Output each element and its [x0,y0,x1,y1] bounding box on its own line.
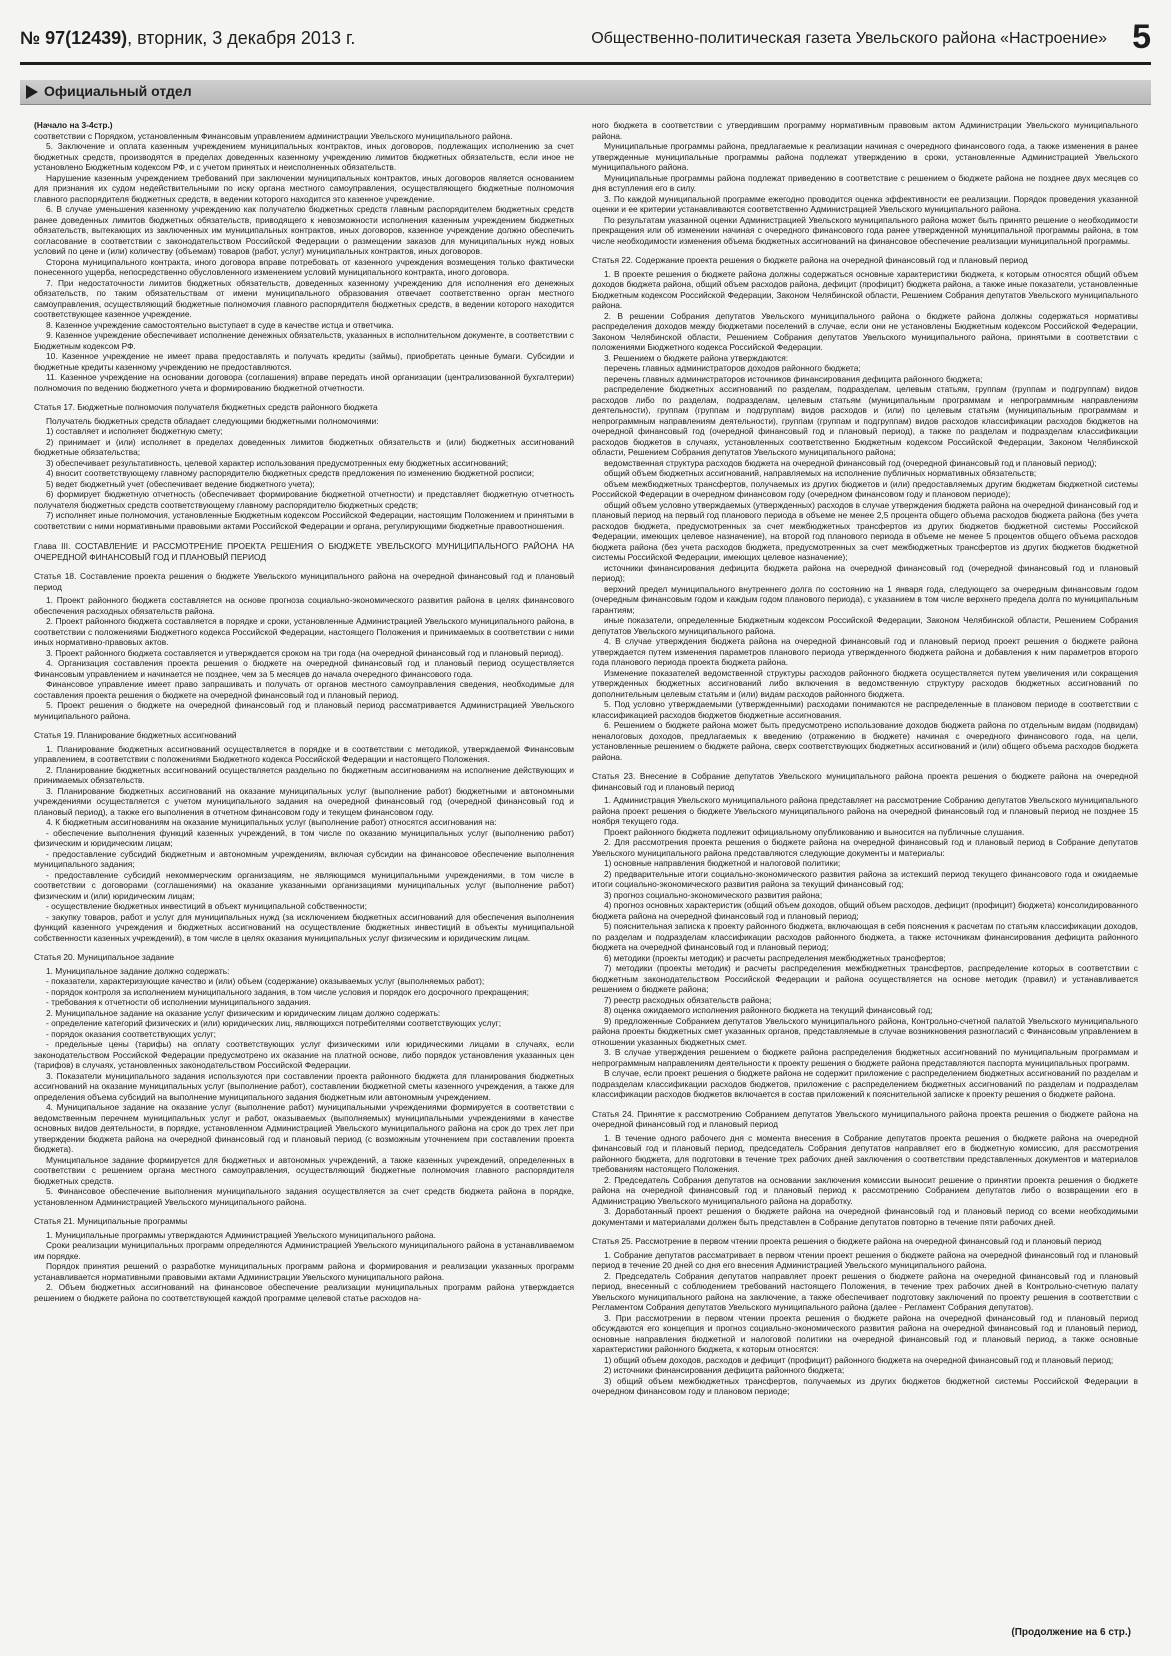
paragraph: - обеспечение выполнения функций казенных учреждений, в том числе по оказанию муниципальных услуг (выполнению работ) физическим и юридическим лицам; [34,827,574,848]
paragraph: 2) принимает и (или) исполняет в пределах доведенных лимитов бюджетных обязательств и (или) бюджетных ассигнований бюджетные обязательства; [34,436,574,457]
paragraph: 2. Планирование бюджетных ассигнований осуществляется раздельно по бюджетным ассигнованиям на исполнение действующих и принимаемых обязательств. [34,764,574,785]
paragraph: Проект районного бюджета подлежит официальному опубликованию и выносится на публичные слушания. [604,826,1025,837]
paragraph: 5. Финансовое обеспечение выполнения муниципального задания осуществляется за счет средств бюджета района в порядке, установленном Администрацией Увельского муниципального района. [34,1186,574,1207]
paragraph: 10. Казенное учреждение не имеет права предоставлять и получать кредиты (займы), приобретать ценные бумаги. Субсидии и бюджетные кредиты казенному учреждению не предоставляются. [34,351,574,372]
article-heading: Статья 25. Рассмотрение в первом чтении проекта решения о бюджете района на очередной финансовый год и плановый период [592,1236,1102,1246]
paragraph: 3. Показатели муниципального задания используются при составлении проекта районного бюджета для планирования бюджетных ассигнований на оказание муниципальных услуг (выполнение работ), составлении бюджетной сметы казенного учреждения, а также для определения объема субсидий на выполнение муниципального задания бюджетным или автономным учреждением. [34,1070,574,1102]
paragraph: 9. Казенное учреждение обеспечивает исполнение денежных обязательств, указанных в исполнительном документе, в соответствии с Бюджетным кодексом РФ. [34,330,574,351]
issue-number: № 97(12439) [20,28,128,48]
paragraph: 7. При недостаточности лимитов бюджетных обязательств, доведенных казенному учреждению для исполнения его денежных обязательств, по таким обязательствам от имени муниципального образования отвечает соответственно орган местного самоуправления, осуществляющий бюджетные полномочия главного распорядителя бюджетных средств, в ведении которого находится соответствующее казенное учреждение. [34,277,574,319]
arrow-icon [26,85,38,99]
paragraph: 5. Под условно утверждаемыми (утвержденными) расходами понимаются не распределенные в плановом периоде в соответствии с классификацией расходов бюджетов бюджетные ассигнования. [592,699,1138,720]
paragraph: перечень главных администраторов доходов районного бюджета; [604,363,861,373]
section-banner [20,80,1151,105]
paragraph: По результатам указанной оценки Администрацией Увельского муниципального района может быть принято решение о необходимости прекращения или об изменении начиная с очередного финансового года ранее утвержденной муниципальной программы района, в том числе необходимости изменения объема бюджетных ассигнований на финансовое обеспечение реализации муниципальной программы. [592,214,1138,246]
paragraph: иные показатели, определенные Бюджетным кодексом Российской Федерации, Законом Челябинской области, Решением Собрания депутатов Увельского муниципального района. [592,615,1138,636]
paragraph: 4) прогноз основных характеристик (общий объем доходов, общий объем расходов, дефицит (профицит) бюджета) консолидированного бюджета района на очередной финансовый год и плановый период; [592,900,1138,921]
paragraph: 8) оценка ожидаемого исполнения районного бюджета на текущий финансовый год; [604,1005,933,1015]
paragraph: Сторона муниципального контракта, иного договора вправе потребовать от казенного учреждения возмещения только фактически понесенного ущерба, непосредственно обусловленного изменением условий муниципального контракта, иного договора. [34,256,574,277]
paragraph: 5) ведет бюджетный учет (обеспечивает ведение бюджетного учета); [46,478,315,489]
article-heading: Статья 17. Бюджетные полномочия получателя бюджетных средств районного бюджета [34,402,378,412]
paragraph: ного бюджета в соответствии с утвердившим программу нормативным правовым актом Администрации Увельского муниципального района. [592,120,1138,141]
paragraph: 7) реестр расходных обязательств района; [604,994,772,1005]
paragraph: 5) пояснительная записка к проекту районного бюджета, включающая в себя пояснения к расчетам по статьям классификации доходов, по разделам и подразделам классификации расходов районного бюджета, а также источникам финансирования дефицита районного бюджета на очередной финансовый год и плановый период; [592,921,1138,952]
paragraph: 2. Для рассмотрения проекта решения о бюджете района на очередной финансовый год и плановый период в Собрание депутатов Увельского муниципального района представляются следующие документы и материалы: [592,837,1138,858]
paragraph: 4) вносит соответствующему главному распорядителю бюджетных средств предложения по изменению бюджетной росписи; [46,468,535,478]
paragraph: общий объем условно утверждаемых (утвержденных) расходов в случае утверждения бюджета района на очередной финансовый год и плановый период на первый год планового периода в объеме не менее 2,5 процента общего объема расходов бюджета района (без учета расходов бюджета, предусмотренных за счет межбюджетных трансфертов из других бюджетов бюджетной системы Российской Федерации, имеющих целевое назначение), на второй год планового периода в объеме не менее 5 процентов общего объема расходов бюджета района (без учета расходов бюджета, предусмотренных за счет межбюджетных трансфертов из других бюджетов бюджетной системы Российской Федерации, имеющих целевое назначение); [592,499,1138,562]
article-heading: Статья 21. Муниципальные программы [34,1216,188,1226]
paragraph: 1) общий объем доходов, расходов и дефицит (профицит) районного бюджета на очередной финансовый год и плановый период; [604,1354,1114,1365]
paragraph: - порядок контроля за исполнением муниципального задания, в том числе условия и порядок его досрочного прекращения; [46,986,529,997]
paragraph: 1. Муниципальное задание должно содержать: [46,965,230,976]
paragraph: соответствии с Порядком, установленным Финансовым управлением администрации Увельского муниципального района. [34,130,513,141]
paragraph: 5. Заключение и оплата казенным учреждением муниципальных контрактов, иных договоров, подлежащих исполнению за счет бюджетных средств, производятся в пределах доведенных казенному учреждению лимитов бюджетных обязательств, если иное не установлено Бюджетным кодексом РФ, и с учетом принятых и неисполненных обязательств. [34,141,574,172]
section-title: Официальный отдел [44,83,192,99]
paragraph: 3. Решением о бюджете района утверждаются: [604,352,789,363]
continuation-note: (Начало на 3-4стр.) [34,120,113,130]
paragraph: 3. Проект районного бюджета составляется и утверждается сроком на три года (на очередной финансовый год и плановый период). [46,647,564,658]
paragraph: Нарушение казенным учреждением требований при заключении муниципальных контрактов, иных договоров является основанием для признания их судом недействительными по иску органа местного самоуправления, осуществляющего бюджетные полномочия главного распорядителя бюджетных средств, в ведении которого находится это казенное учреждение. [34,172,574,204]
paragraph: 1. Муниципальные программы утверждаются Администрацией Увельского муниципального района. [46,1229,436,1240]
paragraph: 2. В решении Собрания депутатов Увельского муниципального района о бюджете района должны содержаться нормативы распределения доходов между бюджетами поселений в случае, если они не установлены Бюджетным кодексом Российской Федерации, Законом Челябинской области, Решением Собрания депутатов Увельского муниципального района, принятыми в соответствии с положениями Бюджетного кодекса Российской Федерации. [592,310,1138,352]
paragraph: 7) исполняет иные полномочия, установленные Бюджетным кодексом Российской Федерации, настоящим Положением и принятыми в соответствии с ними нормативными правовыми актами Российской Федерации и органа, регулирующими бюджетные правоотношения. [34,510,574,531]
paragraph: 2. Муниципальное задание на оказание услуг физическим и юридическим лицам должно содержать: [46,1007,441,1018]
paragraph: 3. По каждой муниципальной программе ежегодно проводится оценка эффективности ее реализации. Порядок проведения указанной оценки и ее критерии устанавливаются соответственно Администрацией Увельского муниципального района. [592,193,1138,214]
paragraph: общий объем бюджетных ассигнований, направляемых на исполнение публичных нормативных обязательств; [604,468,1037,478]
right-column [592,120,1138,1614]
paragraph: 2. Проект районного бюджета составляется в порядке и сроки, установленные Администрацией Увельского муниципального района, в соответствии с положениями Бюджетного кодекса Российской Федерации, настоящего Положения и принимаемых в соответствии с ними иных нормативно-правовых актов. [34,616,574,647]
paragraph: - предельные цены (тарифы) на оплату соответствующих услуг физическими или юридическими лицами в случаях, если законодательством Российской Федерации предусмотрено их оказание на платной основе, либо порядок установления указанных цен (тарифов) в случаях, установленных законодательством Российской Федерации. [34,1039,574,1070]
paragraph: распределение бюджетных ассигнований по разделам, подразделам, целевым статьям, группам (группам и подгруппам) видов расходов либо по разделам, подразделам, целевым статьям (муниципальным программам и непрограммным направлениям деятельности), группам (группам и подгруппам) видов расходов и (или) по целевым статьям (муниципальным программам и непрограммным направлениям деятельности), группам (группам и подгруппам) видов расходов классификации расходов бюджетов на очередной финансовый год (очередной финансовый год и плановый период), а также по разделам и подразделам классификации расходов бюджетов в случаях, установленных соответственно Бюджетным кодексом Российской Федерации, Законом Челябинской области, Решением Собрания депутатов Увельского муниципального района; [592,384,1138,457]
masthead [20,18,1151,65]
issue-date: , вторник, 3 декабря 2013 г. [127,28,356,48]
paragraph: Муниципальные программы района, предлагаемые к реализации начиная с очередного финансового года, а также изменения в ранее утвержденные муниципальные программы района подлежат утверждению в сроки, установленные Администрацией Увельского муниципального района. [592,141,1138,172]
paragraph: 1. Планирование бюджетных ассигнований осуществляется в порядке и в соответствии с методикой, утверждаемой Финансовым управлением, в соответствии с положениями Бюджетного кодекса Российской Федерации и настоящего Положения. [34,743,574,764]
paragraph: 3) прогноз социально-экономического развития района; [604,889,823,900]
paragraph: В случае, если проект решения о бюджете района не содержит приложение с распределением бюджетных ассигнований по разделам и подразделам классификации расходов бюджетов, приложение с распределением бюджетных ассигнований по разделам и подразделам классификации расходов бюджетов включается в состав приложений к пояснительной записке к проекту решения о бюджете района. [592,1068,1138,1099]
paragraph: Финансовое управление имеет право запрашивать и получать от органов местного самоуправления сведения, необходимые для составления проекта решения о бюджете на очередной финансовый год и плановый период. [34,679,574,700]
paragraph: Сроки реализации муниципальных программ определяются Администрацией Увельского муниципального района в устанавливаемом им порядке. [34,1240,574,1261]
paragraph: 3. В случае утверждения решением о бюджете района распределения бюджетных ассигнований по муниципальным программам и непрограммным направлениям деятельности к проекту решения о бюджете района представляются паспорта муниципальных программ. [592,1047,1138,1068]
paragraph: 4. Муниципальное задание на оказание услуг (выполнение работ) муниципальными учреждениями формируется в соответствии с ведомственным перечнем муниципальных услуг и работ, оказываемых (выполняемых) муниципальными учреждениями в качестве основных видов деятельности, в порядке, установленном Администрацией Увельского муниципального района на срок до трех лет при утверждении бюджета района на очередной финансовый год и плановый период (с возможным уточнением при составлении проекта бюджета). [34,1102,574,1154]
paragraph: 6. В случае уменьшения казенному учреждению как получателю бюджетных средств главным распорядителем бюджетных средств ранее доведенных лимитов бюджетных обязательств, приводящего к невозможности исполнения казенным учреждением бюджетных обязательств, вытекающих из заключенных им муниципальных контрактов, иных договоров, казенное учреждение должно обеспечить согласование в соответствии с законодательством Российской Федерации о размещении заказов для муниципальных нужд новых условий по цене и (или) количеству (объемам) товаров (работ, услуг) муниципальных контрактов, иных договоров. [34,204,574,256]
article-heading: Статья 24. Принятие к рассмотрению Собранием депутатов Увельского муниципального района проекта решения о бюджете района на очередной финансовый год и плановый период [592,1108,1138,1129]
paragraph: Изменение показателей ведомственной структуры расходов районного бюджета осуществляется путем увеличения или сокращения утвержденных бюджетных ассигнований либо включения в ведомственную структуру расходов бюджетных ассигнований по дополнительным целевым статьям и (или) видам расходов районного бюджета. [592,667,1138,699]
paragraph: Порядок принятия решений о разработке муниципальных программ района и формирования и реализации указанных программ устанавливается нормативными правовыми актами Администрации Увельского муниципального района. [34,1261,574,1282]
continued-note: (Продолжение на 6 стр.) [1011,1627,1131,1638]
paragraph: 6) методики (проекты методик) и расчеты распределения межбюджетных трансфертов; [604,952,946,963]
paragraph: 5. Проект решения о бюджете на очередной финансовый год и плановый период рассматривается Администрацией Увельского муниципального района. [34,700,574,721]
newspaper-title: Общественно-политическая газета Увельского района «Настроение» [591,30,1107,47]
article-heading: Статья 23. Внесение в Собрание депутатов Увельского муниципального района проекта решения о бюджете района на очередной финансовый год и плановый период [592,771,1138,792]
paragraph: - осуществление бюджетных инвестиций в объект муниципальной собственности; [46,901,367,911]
article-heading: Статья 18. Составление проекта решения о бюджете Увельского муниципального района на очередной финансовый год и плановый период [34,571,574,592]
paragraph: 1) основные направления бюджетной и налоговой политики; [604,858,841,868]
paragraph: 2. Объем бюджетных ассигнований на финансовое обеспечение реализации муниципальных программ района утверждается решением о бюджете района по соответствующей каждой программе целевой статье расходов на- [34,1282,574,1303]
paragraph: источники финансирования дефицита бюджета района на очередной финансовый год (очередной финансовый год и плановый период); [592,562,1138,583]
paragraph: 1. Проект районного бюджета составляется на основе прогноза социально-экономического развития района в целях финансового обеспечения расходных обязательств района. [34,595,574,616]
paragraph: 1. Собрание депутатов рассматривает в первом чтении проект решения о бюджете района на очередной финансовый год и плановый период в течение 20 дней со дня его внесения Администрацией Увельского муниципального района. [592,1249,1138,1270]
paragraph: 7) методики (проекты методик) и расчеты распределения межбюджетных трансфертов, распределение которых в соответствии с бюджетным законодательством Российской Федерации и района осуществляется на основе методик (правил) и устанавливается решением о бюджете района; [592,963,1138,994]
paragraph: 2) источники финансирования дефицита районного бюджета; [604,1365,845,1375]
paragraph: 2. Председатель Собрания депутатов направляет проект решения о бюджете района на очередной финансовый год и плановый период, внесенный с соблюдением требований настоящего Положения, в течение трех рабочих дней в Контрольно-счетную палату Увельского муниципального района на заключение, а также обеспечивает подготовку заключений по проекту решения в соответствии с Регламентом Собрания депутатов Увельского муниципального района (далее - Регламент Собрания депутатов). [592,1270,1138,1312]
paragraph: 11. Казенное учреждение на основании договора (соглашения) вправе передать иной организации (централизованной бухгалтерии) полномочия по ведению бюджетного учета и формированию бюджетной отчетности. [34,372,574,393]
paragraph: - предоставление субсидий некоммерческим организациям, не являющимся муниципальными учреждениями, в том числе в соответствии с договорами (соглашениями) на оказание указанными организациями муниципальных услуг (выполнение работ) физическим и (или) юридическим лицам; [34,869,574,901]
paragraph: объем межбюджетных трансфертов, получаемых из других бюджетов и (или) предоставляемых другим бюджетам бюджетной системы Российской Федерации в очередном финансовом году (очередном финансовом году и плановом периоде); [592,478,1138,499]
left-column [34,120,574,1614]
article-heading: Статья 22. Содержание проекта решения о бюджете района на очередной финансовый год и плановый период [592,255,1028,265]
paragraph: 3. Планирование бюджетных ассигнований на оказание муниципальных услуг (выполнение работ) бюджетными и автономными учреждениями осуществляется с учетом муниципального задания на очередной финансовый год (очередной финансовый год и плановый период), а также его выполнения в отчетном финансовом году и текущем финансовом году. [34,785,574,817]
paragraph: 1) составляет и исполняет бюджетную смету; [46,426,223,436]
paragraph: 3) обеспечивает результативность, целевой характер использования предусмотренных ему бюджетных ассигнований; [46,457,509,468]
issue-line [20,28,355,49]
article-heading: Статья 20. Муниципальное задание [34,952,175,962]
chapter-heading: Глава III. СОСТАВЛЕНИЕ И РАССМОТРЕНИЕ ПРОЕКТА РЕШЕНИЯ О БЮДЖЕТЕ УВЕЛЬСКОГО МУНИЦИПАЛЬНОГО РАЙОНА НА ОЧЕРЕДНОЙ ФИНАНСОВЫЙ ГОД И ПЛАНОВЫЙ ПЕРИОД [34,541,574,562]
paragraph: 1. В течение одного рабочего дня с момента внесения в Собрание депутатов проекта решения о бюджете района на очередной финансовый год и плановый период, председатель Собрания депутатов направляет его в бюджетную комиссию, для рассмотрения районного бюджета, для подготовки в течение трех рабочих дней заключения о соответствии представленных документов и материалов требованиям настоящего Положения. [592,1132,1138,1174]
paragraph: 6. Решением о бюджете района может быть предусмотрено использование доходов бюджета района по отдельным видам (подвидам) неналоговых доходов, предлагаемых к введению (отражению в бюджете) начиная с очередного финансового года, на цели, установленные решением о бюджете района, сверх соответствующих бюджетных ассигнований и (или) общего объема расходов бюджета района. [592,720,1138,762]
paragraph: 4. Организация составления проекта решения о бюджете на очередной финансовый год и плановый период осуществляется Финансовым управлением и начинается не позднее, чем за 5 месяцев до начала очередного финансового года. [34,658,574,679]
paragraph: 1. Администрация Увельского муниципального района представляет на рассмотрение Собранию депутатов Увельского муниципального района проект решения о бюджете Увельского муниципального района на очередной финансовый год и плановый период не позднее 15 ноября текущего года. [592,795,1138,826]
paragraph: - показатели, характеризующие качество и (или) объем (содержание) оказываемых услуг (выполняемых работ); [46,976,485,986]
paragraph: - порядок оказания соответствующих услуг; [46,1028,216,1039]
paragraph: ведомственная структура расходов бюджета на очередной финансовый год (очередной финансовый год и плановый период); [604,457,1097,468]
page-number: 5 [1132,18,1151,56]
paragraph: - закупку товаров, работ и услуг для муниципальных нужд (за исключением бюджетных ассигнований для обеспечения выполнения функций казенного учреждения и бюджетных ассигнований на осуществление бюджетных инвестиций в объекты муниципальной собственности казенных учреждений), в том числе в целях оказания муниципальных услуг физическим и юридическим лицам. [34,911,574,943]
paragraph: - определение категорий физических и (или) юридических лиц, являющихся потребителями соответствующих услуг; [46,1018,502,1028]
paragraph: 8. Казенное учреждение самостоятельно выступает в суде в качестве истца и ответчика. [46,319,394,330]
paragraph: 4. К бюджетным ассигнованиям на оказание муниципальных услуг (выполнение работ) относятся ассигнования на: [46,817,497,827]
paragraph: 9) предложенные Собранием депутатов Увельского муниципального района, Контрольно-счетной палатой Увельского муниципального района проекты бюджетных смет указанных органов, представляемые в случае возникновения разногласий с Финансовым управлением в отношении указанных бюджетных смет. [592,1015,1138,1047]
paragraph: перечень главных администраторов источников финансирования дефицита районного бюджета; [604,373,983,384]
paragraph: Муниципальные программы района подлежат приведению в соответствие с решением о бюджете района не позднее двух месяцев со дня вступления его в силу. [592,172,1138,193]
paragraph: 2) предварительные итоги социально-экономического развития района за истекший период текущего финансового года и ожидаемые итоги социально-экономического развития района за текущий финансовый год; [592,868,1138,889]
paragraph: 3) общий объем межбюджетных трансфертов, получаемых из других бюджетов бюджетной системы Российской Федерации в очередном финансовом году и плановом периоде; [592,1375,1138,1396]
paragraph: 3. При рассмотрении в первом чтении проекта решения о бюджете района на очередной финансовый год и плановый период обсуждаются его концепция и прогноз социально-экономического развития района на очередной финансовый год и плановый период, основные направления бюджетной и налоговой политики на очередной финансовый год и плановый период, а также основные характеристики районного бюджета, к которым относятся: [592,1312,1138,1354]
article-heading: Статья 19. Планирование бюджетных ассигнований [34,730,237,740]
paragraph: Муниципальное задание формируется для бюджетных и автономных учреждений, а также казенных учреждений, определенных в соответствии с решением органа местного самоуправления, осуществляющий бюджетные полномочия главного распорядителя бюджетных средств. [34,1154,574,1186]
paragraph: 4. В случае утверждения бюджета района на очередной финансовый год и плановый период проект решения о бюджете района утверждается путем изменения параметров планового периода утвержденного бюджета района и добавления к ним параметров второго года планового периода проекта бюджета района. [592,636,1138,667]
paragraph: - предоставление субсидий бюджетным и автономным учреждениям, включая субсидии на финансовое обеспечение выполнения муниципального задания; [34,848,574,869]
paragraph: 1. В проекте решения о бюджете района должны содержаться основные характеристики бюджета, к которым относятся общий объем доходов бюджета района, общий объем расходов района, дефицит (профицит) бюджета района, а также иные показатели, установленные Бюджетным кодексом Российской Федерации, Законом Челябинской области, Решением Собрания депутатов Увельского муниципального района. [592,268,1138,310]
paragraph: 6) формирует бюджетную отчетность (обеспечивает формирование бюджетной отчетности) и представляет бюджетную отчетность получателя бюджетных средств соответствующему главному распорядителю бюджетных средств; [34,489,574,510]
paragraph: - требования к отчетности об исполнении муниципального задания. [46,997,311,1007]
paragraph: 2. Председатель Собрания депутатов на основании заключения комиссии выносит решение о принятии проекта решения о бюджете района на очередной финансовый год и плановый период к рассмотрению Собранием депутатов либо о возвращении его в Администрацию Увельского муниципального района на доработку. [592,1174,1138,1206]
paragraph: верхний предел муниципального внутреннего долга по состоянию на 1 января года, следующего за очередным финансовым годом (очередным финансовым годом и каждым годом планового периода), с указанием в том числе верхнего предела долга по муниципальным гарантиям; [592,583,1138,615]
paragraph: 3. Доработанный проект решения о бюджете района на очередной финансовый год и плановый период со всеми необходимыми документами и материалами должен быть представлен в Собрание депутатов повторно в течение пяти рабочих дней. [592,1206,1138,1227]
paragraph: Получатель бюджетных средств обладает следующими бюджетными полномочиями: [46,415,379,426]
